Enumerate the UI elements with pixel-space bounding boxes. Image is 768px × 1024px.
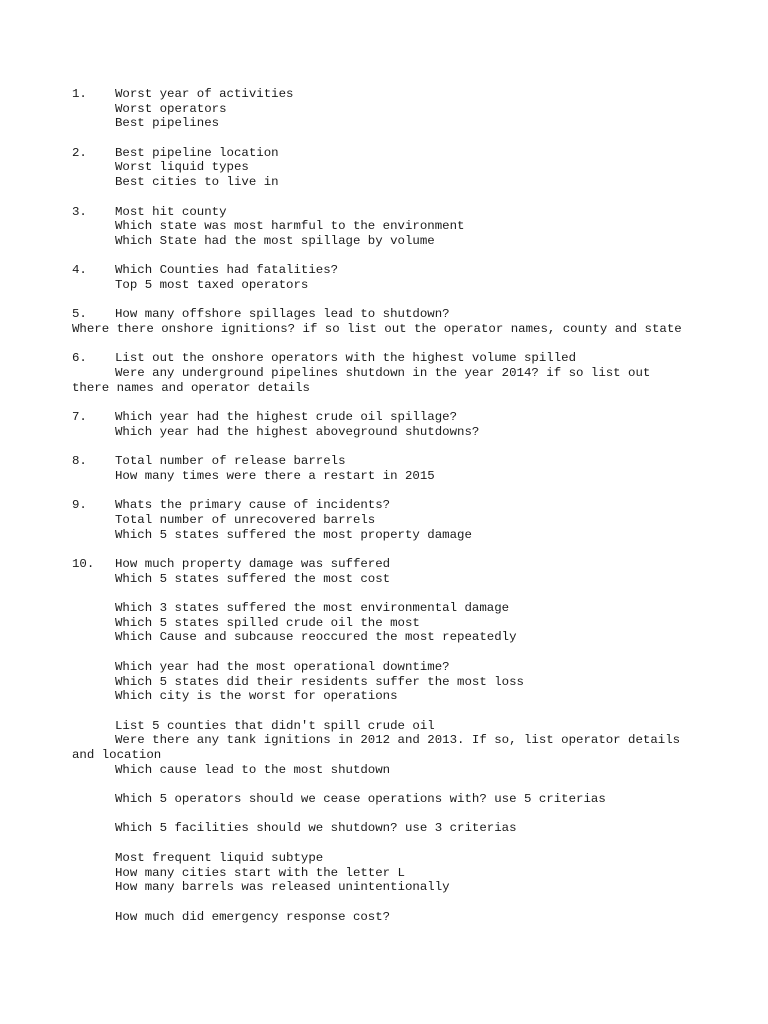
list-item — [72, 351, 702, 395]
question-text: Which 3 states suffered the most environmental damage — [115, 601, 510, 616]
item-number: 9. — [72, 498, 87, 513]
question-text: Most frequent liquid subtype — [115, 850, 324, 865]
question-text: Best cities to live in — [115, 175, 279, 190]
question-text: How much did emergency response cost? — [115, 909, 391, 924]
question-text: Worst operators — [115, 101, 227, 116]
item-number: 3. — [72, 204, 87, 219]
question-group — [72, 821, 702, 836]
question-text: Which year had the highest crude oil spillage? — [115, 410, 458, 425]
question-group — [72, 851, 702, 895]
list-item — [72, 307, 702, 336]
list-item — [72, 87, 702, 131]
question-text: Which cause lead to the most shutdown — [115, 762, 391, 777]
question-text: Where there onshore ignitions? if so list out the operator names, county and state — [72, 322, 682, 336]
question-text: How many barrels was released unintentionally — [115, 880, 450, 895]
question-text: Which 5 states spilled crude oil the most — [115, 615, 420, 630]
question-text: Which State had the most spillage by volume — [115, 233, 435, 248]
question-text: Were any underground pipelines shutdown in the year 2014? if so list out there names and operator details — [72, 366, 651, 395]
question-text: Best pipeline location — [115, 145, 279, 160]
question-group — [72, 601, 702, 645]
question-text: Which 5 states suffered the most cost — [115, 571, 391, 586]
question-text: Worst year of activities — [115, 87, 294, 101]
question-text: How many cities start with the letter L — [115, 865, 405, 880]
list-item — [72, 205, 702, 249]
question-group — [72, 792, 702, 807]
list-item — [72, 146, 702, 190]
question-text: Were there any tank ignitions in 2012 and 2013. If so, list operator details and location — [72, 733, 681, 762]
item-number: 2. — [72, 145, 87, 160]
question-text: Which 5 operators should we cease operations with? use 5 criterias — [115, 792, 606, 807]
question-text: Which year had the most operational downtime? — [115, 659, 450, 674]
question-text: Most hit county — [115, 204, 227, 219]
item-number: 8. — [72, 454, 87, 469]
question-text: List 5 counties that didn't spill crude oil — [115, 718, 435, 733]
item-number: 1. — [72, 87, 87, 101]
question-text: How much property damage was suffered — [115, 557, 391, 572]
list-item — [72, 557, 702, 586]
list-item — [72, 454, 702, 483]
list-item — [72, 410, 702, 439]
question-group — [72, 910, 702, 925]
question-text: Worst liquid types — [115, 160, 249, 175]
question-text: Which 5 facilities should we shutdown? use 3 criterias — [115, 821, 517, 836]
question-group — [72, 660, 702, 704]
question-text: Best pipelines — [115, 116, 220, 131]
question-text: Which 5 states suffered the most property damage — [115, 527, 472, 542]
document-body — [72, 87, 702, 924]
item-number: 7. — [72, 410, 87, 425]
question-text: Whats the primary cause of incidents? — [115, 498, 391, 513]
question-text: Top 5 most taxed operators — [115, 277, 309, 292]
question-text: Which year had the highest aboveground shutdowns? — [115, 424, 480, 439]
question-text: Which state was most harmful to the environment — [115, 219, 465, 234]
item-number: 5. — [72, 307, 87, 322]
question-text: List out the onshore operators with the highest volume spilled — [115, 351, 577, 366]
question-text: Which Cause and subcause reoccured the most repeatedly — [115, 630, 517, 645]
item-number: 10. — [72, 557, 95, 572]
question-text: How many offshore spillages lead to shutdown? — [115, 307, 450, 322]
question-text: Total number of release barrels — [115, 454, 346, 469]
question-text: How many times were there a restart in 2015 — [115, 468, 435, 483]
question-text: Which city is the worst for operations — [115, 689, 398, 704]
question-text: Total number of unrecovered barrels — [115, 512, 376, 527]
question-text: Which 5 states did their residents suffer the most loss — [115, 674, 524, 689]
list-item — [72, 263, 702, 292]
question-text: Which Counties had fatalities? — [115, 263, 339, 278]
item-number: 4. — [72, 263, 87, 278]
item-number: 6. — [72, 351, 87, 366]
list-item — [72, 498, 702, 542]
question-group — [72, 719, 702, 778]
